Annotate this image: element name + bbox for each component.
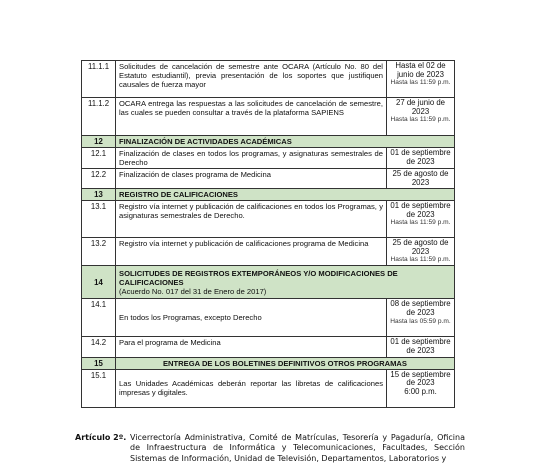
row-description: En todos los Programas, excepto Derecho: [116, 299, 387, 337]
row-number: 12.1: [82, 148, 116, 169]
section-number: 14: [82, 266, 116, 299]
article-paragraph: [75, 433, 465, 464]
table-row: [82, 238, 455, 266]
section-title: REGISTRO DE CALIFICACIONES: [116, 189, 455, 201]
section-title-text: SOLICITUDES DE REGISTROS EXTEMPORÁNEOS Y/O MODIFICACIONES DE CALIFICACIONES: [119, 268, 398, 287]
time-note: Hasta las 11:59 p.m.: [390, 79, 451, 87]
table-row: [82, 148, 455, 169]
time-note: Hasta las 11:59 p.m.: [390, 116, 451, 124]
row-description: Registro vía internet y publicación de calificaciones programa de Medicina: [116, 238, 387, 266]
article-text: Vicerrectoría Administrativa, Comité de Matrículas, Tesorería y Pagaduría, Oficina de Infraestructura de Informática y Telecomunicaciones, Facultades, Sección Sistemas de Información, Unidad de Televisión, Departamentos, Laboratorios y: [130, 433, 465, 463]
date-text: 01 de septiembre de 2023: [390, 201, 451, 219]
section-title: FINALIZACIÓN DE ACTIVIDADES ACADÉMICAS: [116, 136, 455, 148]
section-header-row: [82, 266, 455, 299]
date-text: 27 de junio de 2023: [396, 98, 445, 116]
table-row: [82, 61, 455, 98]
row-date: 01 de septiembre de 2023: [387, 148, 455, 169]
section-number: 12: [82, 136, 116, 148]
date-text: Hasta el 02 de junio de 2023: [395, 61, 446, 79]
row-description: Registro vía internet y publicación de calificaciones en todos los Programas, y asignaturas semestrales de Derecho.: [116, 201, 387, 238]
academic-calendar-table: [81, 60, 455, 408]
section-number: 15: [82, 357, 116, 369]
row-description: Las Unidades Académicas deberán reportar las libretas de calificaciones impresas y digitales.: [116, 369, 387, 407]
section-number: 13: [82, 189, 116, 201]
row-number: 15.1: [82, 369, 116, 407]
row-description: OCARA entrega las respuestas a las solicitudes de cancelación de semestre, las cuales se pueden consultar a través de la plataforma SAPIENS: [116, 98, 387, 136]
section-title: [116, 266, 455, 299]
time-note: 6:00 p.m.: [404, 386, 437, 396]
row-date: [387, 61, 455, 98]
table-row: [82, 299, 455, 337]
row-number: 13.1: [82, 201, 116, 238]
row-number: 11.1.2: [82, 98, 116, 136]
section-header-row: [82, 189, 455, 201]
row-date: [387, 369, 455, 407]
date-text: 08 de septiembre de 2023: [390, 299, 451, 317]
row-number: 12.2: [82, 169, 116, 189]
time-note: Hasta las 11:59 p.m.: [390, 219, 451, 227]
article-label: Artículo 2º.: [75, 433, 127, 442]
date-text: 15 de septiembre de 2023: [390, 369, 451, 388]
row-description: Solicitudes de cancelación de semestre ante OCARA (Artículo No. 80 del Estatuto estudiantil), previa presentación de los soportes que justifiquen causales de fuerza mayor: [116, 61, 387, 98]
table-row: [82, 201, 455, 238]
row-number: 14.1: [82, 299, 116, 337]
row-date: [387, 201, 455, 238]
table-row: [82, 98, 455, 136]
table-row: [82, 169, 455, 189]
row-date: [387, 299, 455, 337]
section-subtitle: (Acuerdo No. 017 del 31 de Enero de 2017): [119, 286, 267, 296]
section-header-row: [82, 136, 455, 148]
time-note: Hasta las 11:59 p.m.: [390, 256, 451, 264]
table-row: [82, 337, 455, 357]
row-date: [387, 238, 455, 266]
row-number: 11.1.1: [82, 61, 116, 98]
table-row: [82, 369, 455, 407]
section-title: ENTREGA DE LOS BOLETINES DEFINITIVOS OTROS PROGRAMAS: [116, 357, 455, 369]
row-description: Para el programa de Medicina: [116, 337, 387, 357]
section-header-row: [82, 357, 455, 369]
row-date: [387, 98, 455, 136]
row-date: 25 de agosto de 2023: [387, 169, 455, 189]
date-text: 25 de agosto de 2023: [392, 238, 449, 256]
row-number: 14.2: [82, 337, 116, 357]
row-number: 13.2: [82, 238, 116, 266]
row-date: 01 de septiembre de 2023: [387, 337, 455, 357]
row-description: Finalización de clases en todos los programas, y asignaturas semestrales de Derecho: [116, 148, 387, 169]
time-note: Hasta las 05:59 p.m.: [390, 317, 451, 325]
row-description: Finalización de clases programa de Medicina: [116, 169, 387, 189]
